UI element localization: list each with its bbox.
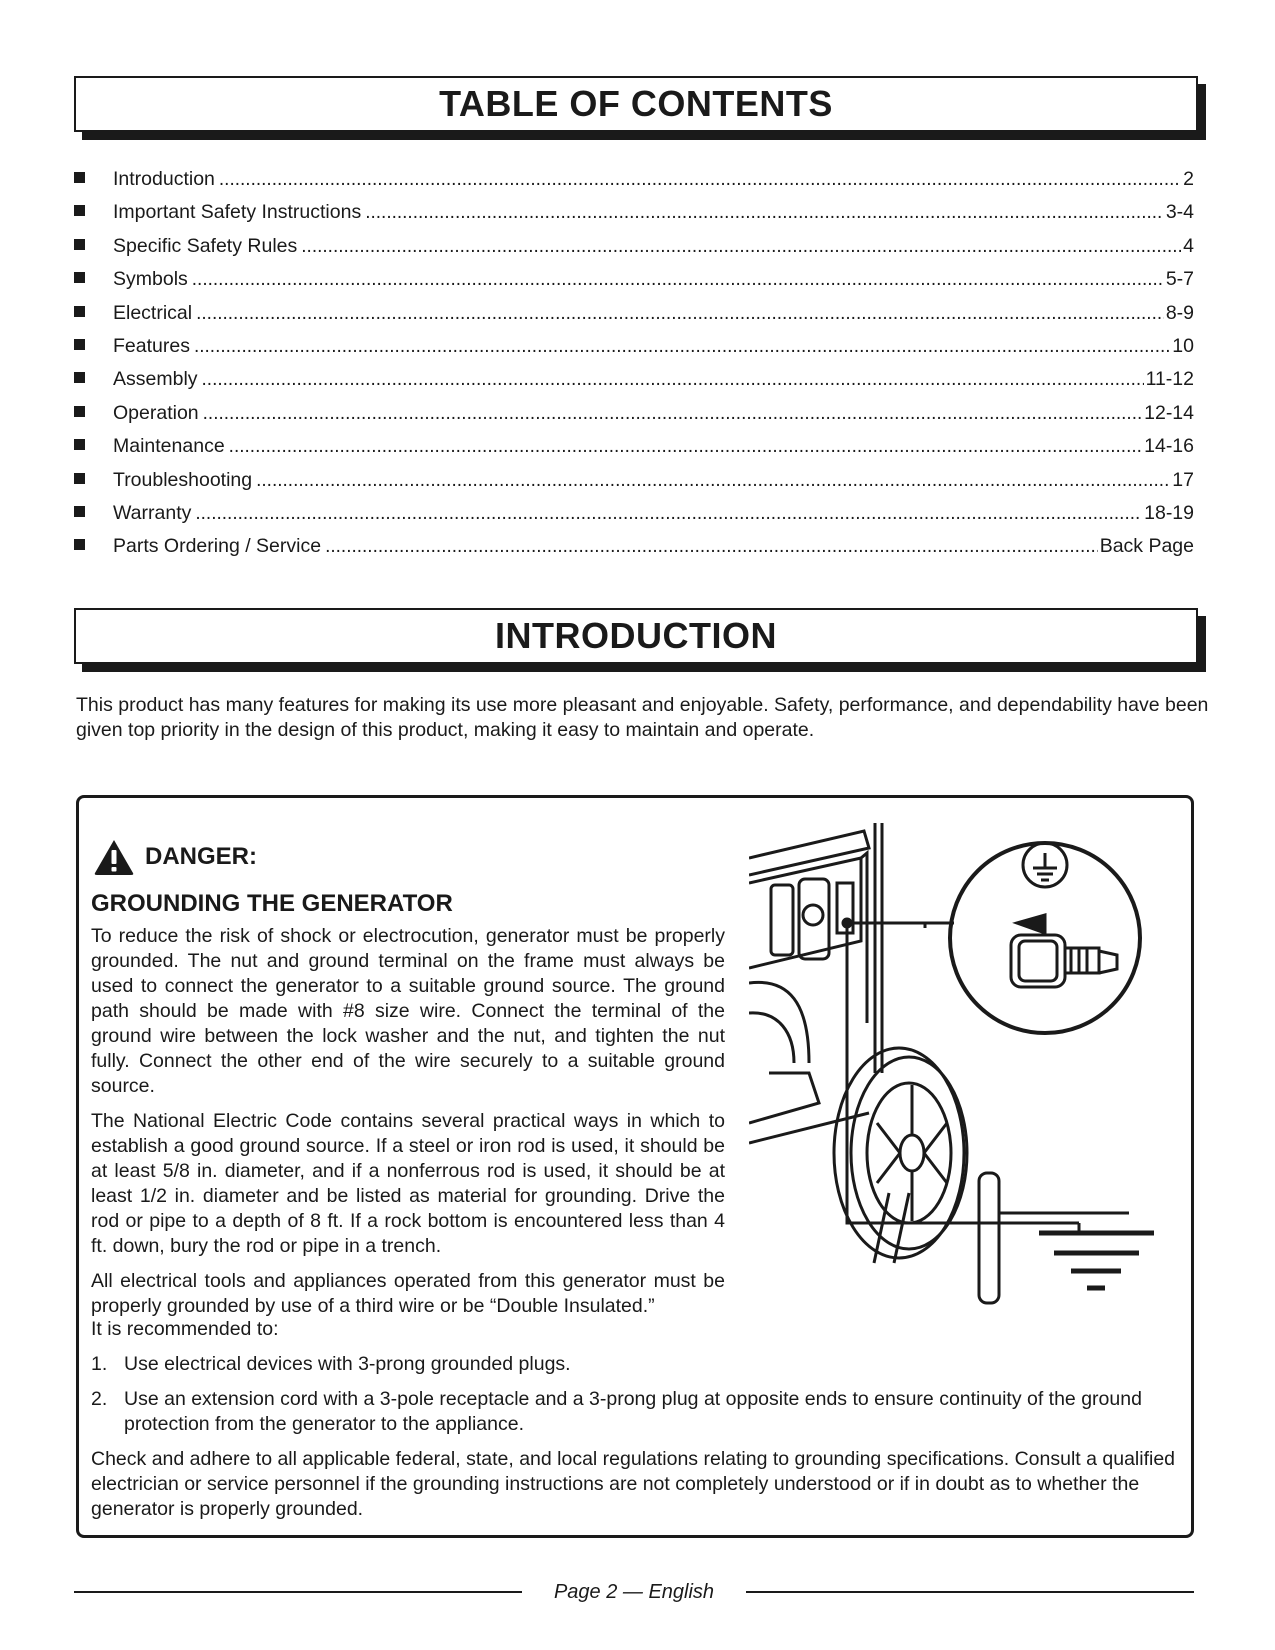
toc-entry-title: Features: [113, 334, 190, 357]
page-number: Page 2 — English: [553, 1580, 715, 1603]
toc-entry-page: 8-9: [1165, 301, 1194, 324]
dot-leader: [192, 263, 1164, 296]
toc-entry[interactable]: [74, 263, 1194, 296]
toc-entry-page: 17: [1172, 468, 1194, 491]
dot-leader: [202, 363, 1144, 396]
toc-entry[interactable]: [74, 297, 1194, 330]
toc-entry-title: Warranty: [113, 501, 192, 524]
toc-entry-page: 4: [1183, 234, 1194, 257]
toc-entry-page: 3-4: [1165, 201, 1194, 224]
square-bullet-icon: [74, 172, 85, 183]
toc-entry-title: Introduction: [113, 168, 215, 190]
square-bullet-icon: [74, 506, 85, 517]
danger-full-width-text: [91, 1317, 1181, 1532]
toc-title: TABLE OF CONTENTS: [439, 83, 833, 124]
square-bullet-icon: [74, 272, 85, 283]
square-bullet-icon: [74, 539, 85, 550]
list-number: 1.: [91, 1353, 108, 1375]
square-bullet-icon: [74, 439, 85, 450]
toc-entry-page: 2: [1183, 168, 1194, 190]
introduction-body: This product has many features for making its use more pleasant and enjoyable. Safety, performance, and dependability have been given top priority in the design of this product, making it easy to maintain and operate.: [76, 694, 1209, 741]
danger-label-row: [93, 838, 257, 876]
toc-entry-title: Assembly: [113, 368, 198, 391]
toc-entry[interactable]: [74, 163, 1194, 196]
toc-entry-title: Troubleshooting: [113, 468, 253, 491]
toc-entry-page: Back Page: [1099, 535, 1194, 558]
toc-entry-title: Symbols: [113, 268, 188, 291]
toc-entry-title: Important Safety Instructions: [113, 201, 362, 224]
square-bullet-icon: [74, 339, 85, 350]
dot-leader: [301, 230, 1181, 263]
danger-paragraph: To reduce the risk of shock or electrocution, generator must be properly grounded. The nut and ground terminal on the frame must always be used to connect the generator to a suitable ground source. The ground path should be made with #8 size wire. Connect the terminal of the ground wire between the lock washer and the nut, and tighten the nut fully. Connect the other end of the wire securely to a suitable ground source.: [91, 925, 725, 1097]
toc-entry-title: Maintenance: [113, 435, 225, 458]
toc-entry-title: Operation: [113, 401, 199, 424]
toc-entry[interactable]: [74, 330, 1194, 363]
dot-leader: [203, 397, 1142, 430]
footer-rule-right: [746, 1591, 1194, 1593]
danger-box: [76, 795, 1194, 1538]
danger-text-column: [91, 924, 725, 1329]
list-text: Use electrical devices with 3-prong grounded plugs.: [124, 1353, 571, 1375]
introduction-header: [74, 608, 1198, 664]
footer-rule-left: [74, 1591, 522, 1593]
dot-leader: [325, 530, 1098, 563]
toc-entry[interactable]: [74, 430, 1194, 463]
toc-list: [74, 163, 1194, 564]
square-bullet-icon: [74, 239, 85, 250]
toc-entry[interactable]: [74, 497, 1194, 530]
square-bullet-icon: [74, 372, 85, 383]
toc-entry[interactable]: [74, 230, 1194, 263]
dot-leader: [196, 297, 1164, 330]
generator-grounding-illustration: [749, 823, 1189, 1328]
dot-leader: [365, 196, 1164, 229]
toc-entry-page: 18-19: [1144, 501, 1194, 524]
list-number: 2.: [91, 1388, 108, 1410]
warning-triangle-icon: [93, 838, 135, 876]
toc-entry-title: Electrical: [113, 301, 193, 324]
dot-leader: [194, 330, 1170, 363]
square-bullet-icon: [74, 205, 85, 216]
danger-label: DANGER:: [145, 843, 257, 870]
toc-entry-page: 5-7: [1165, 268, 1194, 291]
danger-paragraph: The National Electric Code contains several practical ways in which to establish a good ground source. If a steel or iron rod is used, it should be at least 5/8 in. diameter, and if a nonferrous rod is used, it should be at least 1/2 in. diameter and be listed as material for grounding. Drive the rod or pipe to a depth of 8 ft. If a rock bottom is encountered less than 4 ft. down, bury the rod or pipe in a trench.: [91, 1110, 725, 1257]
toc-entry[interactable]: [74, 196, 1194, 229]
danger-paragraph: All electrical tools and appliances operated from this generator must be properly grounded by use of a third wire or be “Double Insulated.”: [91, 1270, 725, 1317]
toc-entry[interactable]: [74, 464, 1194, 497]
toc-entry[interactable]: [74, 397, 1194, 430]
toc-entry-page: 11-12: [1145, 368, 1194, 391]
list-item: [91, 1387, 1181, 1437]
toc-entry[interactable]: [74, 363, 1194, 396]
toc-entry-page: 12-14: [1144, 401, 1194, 424]
list-item: [91, 1352, 1181, 1377]
dot-leader: [256, 464, 1170, 497]
page-footer: [74, 1580, 1194, 1604]
square-bullet-icon: [74, 306, 85, 317]
recommendation-list: [91, 1352, 1181, 1437]
square-bullet-icon: [74, 406, 85, 417]
toc-header: [74, 76, 1198, 132]
toc-entry-page: 10: [1172, 334, 1194, 357]
introduction-title: INTRODUCTION: [495, 615, 777, 656]
toc-entry-title: Specific Safety Rules: [113, 234, 298, 257]
toc-entry[interactable]: [74, 530, 1194, 563]
recommend-intro: It is recommended to:: [91, 1318, 279, 1340]
dot-leader: [219, 163, 1181, 196]
danger-heading: GROUNDING THE GENERATOR: [91, 890, 453, 917]
danger-closing: Check and adhere to all applicable federal, state, and local regulations relating to grounding specifications. Consult a qualified electrician or service personnel if the grounding instructions are not completely understood or if in doubt as to whether the generator is properly grounded.: [91, 1448, 1176, 1520]
dot-leader: [195, 497, 1142, 530]
toc-entry-page: 14-16: [1144, 435, 1194, 458]
list-text: Use an extension cord with a 3-pole receptacle and a 3-prong plug at opposite ends to ensure continuity of the ground protection from the generator to the appliance.: [124, 1388, 1142, 1435]
toc-entry-title: Parts Ordering / Service: [113, 535, 322, 558]
square-bullet-icon: [74, 473, 85, 484]
dot-leader: [229, 430, 1142, 463]
